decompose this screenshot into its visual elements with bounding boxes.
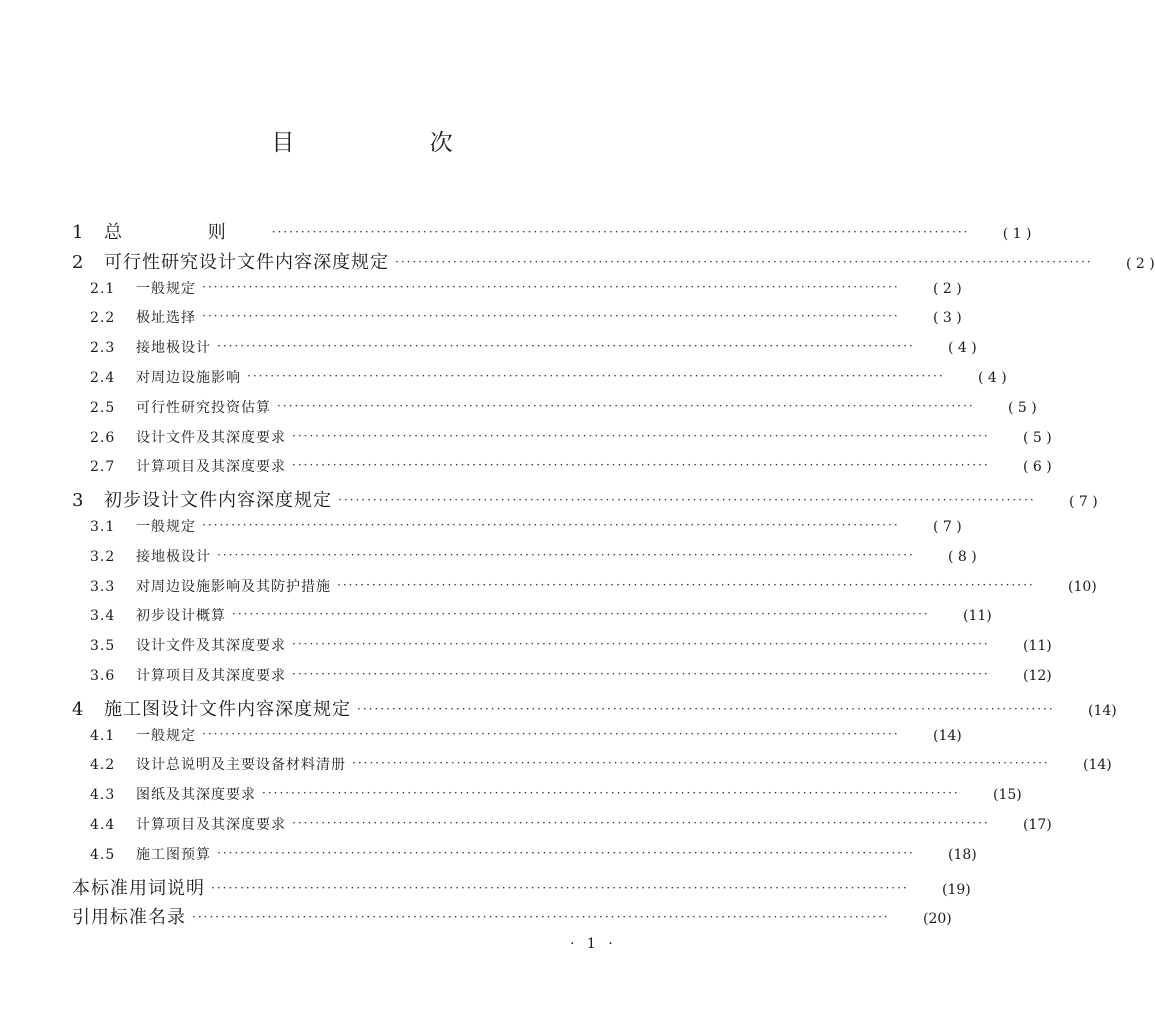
toc-entry-number: 2.5 (90, 399, 116, 416)
dot-leader: ························································································································ (292, 666, 990, 681)
dot-leader: ························································································································ (292, 815, 990, 830)
dot-leader: ························································································································ (292, 428, 990, 443)
toc-entry-label: 设计文件及其深度要求 (136, 429, 286, 446)
dot-leader: ························································································································ (292, 458, 990, 473)
toc-entry[interactable] (72, 486, 1098, 516)
toc-entry-number: 1 (72, 222, 84, 243)
toc-entry[interactable] (72, 725, 962, 755)
dot-leader: ························································································································ (217, 547, 915, 562)
toc-entry-page: ( 8 ) (948, 548, 977, 565)
toc-entry-page: ( 3 ) (933, 310, 962, 327)
toc-entry-number: 4.1 (90, 727, 116, 744)
toc-entry-number: 4.3 (90, 787, 116, 804)
toc-entry-number: 3.3 (90, 578, 116, 595)
toc-entry[interactable] (72, 754, 1112, 784)
dot-leader: ························································································································ (395, 254, 1093, 269)
toc-entry-label: 施工图预算 (136, 846, 211, 863)
toc-entry-label: 本标准用词说明 (72, 877, 205, 899)
toc-entry[interactable] (72, 307, 962, 337)
toc-entry[interactable] (72, 397, 1037, 427)
dot-leader: ························································································································ (202, 279, 900, 294)
toc-entry-page: (17) (1022, 816, 1052, 833)
toc-entry-number: 2.2 (90, 310, 116, 327)
toc-entry-label: 对周边设施影响 (136, 369, 241, 386)
toc-entry-label: 一般规定 (136, 727, 196, 744)
toc-entry-page: ( 4 ) (948, 340, 977, 357)
toc-entry-page: (11) (1022, 638, 1052, 655)
toc-entry[interactable] (72, 605, 992, 635)
toc-entry[interactable] (72, 576, 1097, 606)
toc-entry[interactable] (72, 248, 1155, 278)
toc-entry-page: (12) (1022, 667, 1052, 684)
toc-entry-page: ( 2 ) (1126, 255, 1155, 272)
toc-entry[interactable] (72, 427, 1052, 457)
page-number: · 1 · (570, 936, 617, 952)
dot-leader: ························································································································ (202, 309, 900, 324)
toc-entry[interactable] (72, 903, 952, 933)
toc-entry-page: (11) (962, 608, 992, 625)
dot-leader: ························································································································ (202, 726, 900, 741)
toc-entry-number: 2.6 (90, 429, 116, 446)
toc-entry[interactable] (72, 665, 1052, 695)
toc-entry-label: 初步设计概算 (136, 608, 226, 625)
toc-entry-page: (14) (932, 727, 962, 744)
toc-entry-page: (18) (947, 846, 977, 863)
toc-entry-number: 2.7 (90, 459, 116, 476)
toc-entry-label: 可行性研究投资估算 (136, 399, 271, 416)
dot-leader: ························································································································ (338, 493, 1036, 508)
toc-entry-page: (20) (922, 911, 952, 928)
dot-leader: ························································································································ (337, 577, 1035, 592)
dot-leader: ························································································································ (247, 368, 945, 383)
toc-entry[interactable] (72, 695, 1117, 725)
toc-entry[interactable] (72, 874, 971, 904)
toc-entry-page: ( 5 ) (1023, 429, 1052, 446)
toc-entry-number: 4.2 (90, 757, 116, 774)
toc-entry-number: 3.5 (90, 638, 116, 655)
toc-entry-page: ( 4 ) (978, 369, 1007, 386)
toc-entry-label: 设计文件及其深度要求 (136, 638, 286, 655)
toc-entry-label: 可行性研究设计文件内容深度规定 (104, 251, 389, 273)
dot-leader: ························································································································ (232, 607, 930, 622)
toc-entry-number: 3.1 (90, 518, 116, 535)
toc-entry-label: 接地极设计 (136, 548, 211, 565)
toc-entry-number: 2.3 (90, 340, 116, 357)
toc-entry-page: ( 6 ) (1023, 459, 1052, 476)
toc-entry-label: 计算项目及其深度要求 (136, 667, 286, 684)
toc-entry-label: 计算项目及其深度要求 (136, 816, 286, 833)
toc-entry-page: (14) (1082, 757, 1112, 774)
table-of-contents (72, 218, 1155, 933)
toc-entry[interactable] (72, 844, 977, 874)
toc-entry[interactable] (72, 546, 977, 576)
dot-leader: ························································································································ (202, 517, 900, 532)
dot-leader: ························································································································ (217, 339, 915, 354)
dot-leader: ························································································································ (271, 225, 970, 239)
toc-entry-label: 总 则 (104, 222, 266, 243)
toc-entry-label: 一般规定 (136, 518, 196, 535)
toc-entry[interactable] (72, 516, 962, 546)
toc-entry[interactable] (72, 278, 962, 308)
toc-entry-page: ( 5 ) (1008, 399, 1037, 416)
toc-entry-number: 3.6 (90, 667, 116, 684)
toc-entry[interactable] (72, 784, 1022, 814)
page-title: 目 次 (271, 130, 517, 156)
toc-entry-number: 2.4 (90, 369, 116, 386)
dot-leader: ························································································································ (262, 786, 960, 801)
toc-entry-page: (19) (941, 881, 971, 898)
toc-entry-label: 极址选择 (136, 310, 196, 327)
dot-leader: ························································································································ (217, 845, 915, 860)
dot-leader: ························································································································ (192, 910, 890, 925)
dot-leader: ························································································································ (277, 398, 975, 413)
toc-entry-number: 3.4 (90, 608, 116, 625)
toc-entry-label: 引用标准名录 (72, 907, 186, 929)
toc-entry[interactable] (72, 635, 1052, 665)
toc-entry[interactable] (72, 456, 1052, 486)
toc-entry-page: ( 7 ) (1069, 494, 1098, 511)
toc-entry-label: 施工图设计文件内容深度规定 (104, 698, 351, 720)
toc-entry[interactable] (72, 814, 1052, 844)
toc-entry-number: 4.5 (90, 846, 116, 863)
dot-leader: ························································································································ (352, 756, 1050, 771)
toc-entry-label: 设计总说明及主要设备材料清册 (136, 757, 346, 774)
toc-entry-label: 对周边设施影响及其防护措施 (136, 578, 331, 595)
toc-entry-number: 2 (72, 251, 84, 273)
toc-entry-page: (15) (992, 787, 1022, 804)
dot-leader: ························································································································ (357, 701, 1055, 716)
toc-entry-page: (10) (1067, 578, 1097, 595)
toc-entry-page: (14) (1087, 702, 1117, 719)
toc-entry-label: 计算项目及其深度要求 (136, 459, 286, 476)
toc-entry[interactable] (72, 367, 1007, 397)
toc-entry-label: 初步设计文件内容深度规定 (104, 490, 332, 512)
toc-entry-number: 4.4 (90, 816, 116, 833)
dot-leader: ························································································································ (211, 880, 909, 895)
toc-entry-number: 3.2 (90, 548, 116, 565)
toc-entry[interactable] (72, 337, 977, 367)
toc-entry-number: 2.1 (90, 280, 116, 297)
toc-entry-number: 3 (72, 490, 84, 512)
dot-leader: ························································································································ (292, 637, 990, 652)
toc-entry[interactable] (72, 218, 1032, 248)
toc-entry-label: 一般规定 (136, 280, 196, 297)
toc-entry-page: ( 7 ) (933, 518, 962, 535)
toc-entry-page: ( 1 ) (1002, 226, 1032, 242)
toc-entry-label: 接地极设计 (136, 340, 211, 357)
toc-entry-label: 图纸及其深度要求 (136, 787, 256, 804)
toc-entry-number: 4 (72, 698, 84, 720)
toc-entry-page: ( 2 ) (933, 280, 962, 297)
